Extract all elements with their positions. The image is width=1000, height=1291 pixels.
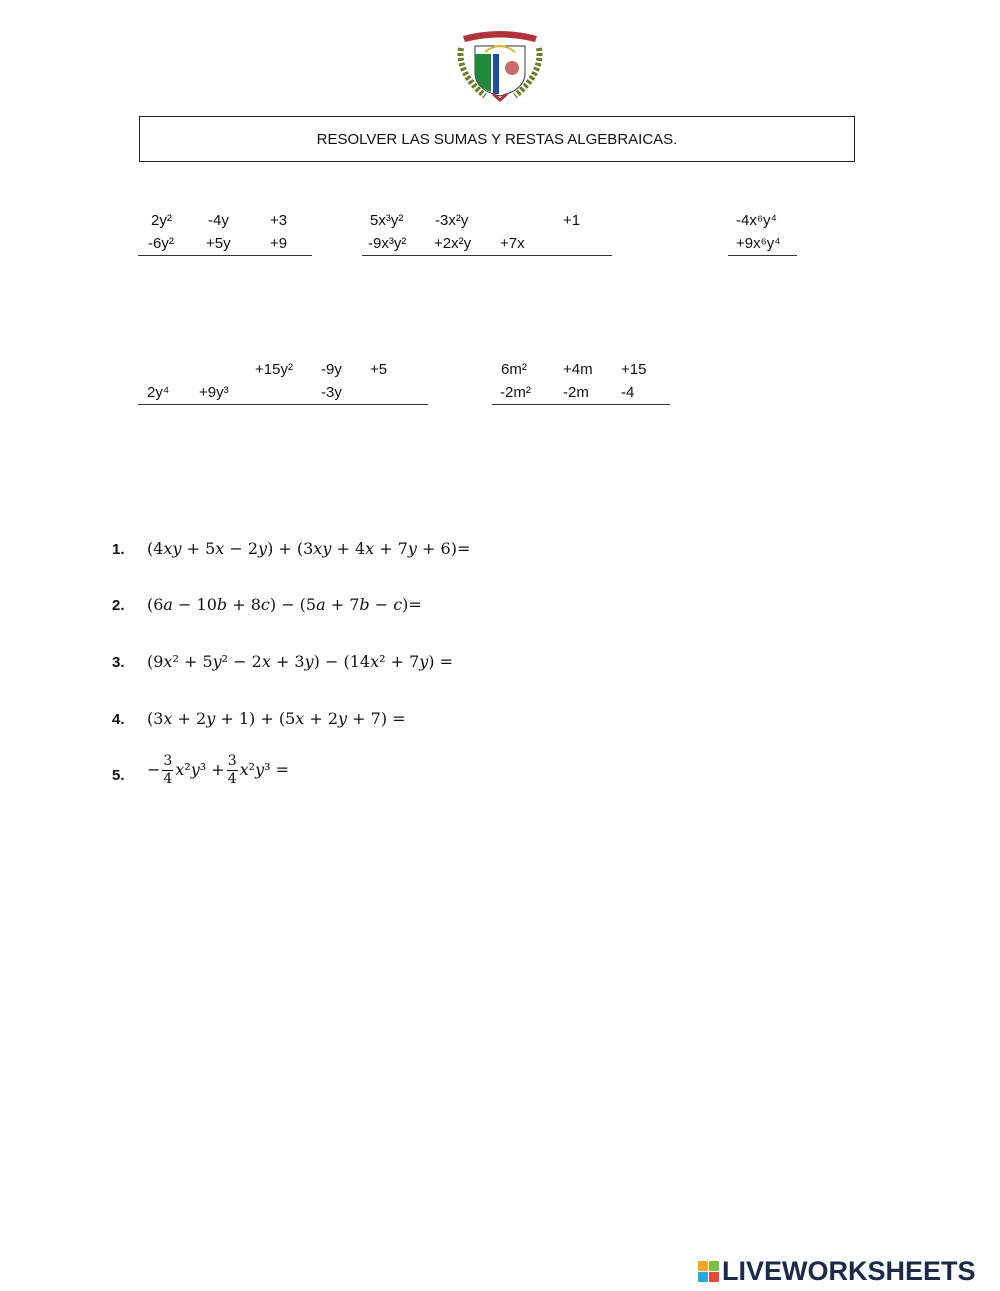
- title-box: [139, 116, 855, 162]
- term: +7x: [500, 235, 525, 252]
- numerator: 3: [227, 753, 237, 769]
- term: -6y²: [148, 235, 174, 252]
- term: 𝑥²𝑦³ =: [239, 760, 290, 779]
- term: 5x³y²: [370, 212, 404, 229]
- exercise-number: 4.: [112, 711, 125, 728]
- term: +1: [563, 212, 581, 229]
- exercise-number: 2.: [112, 597, 125, 614]
- term: +9y³: [199, 384, 229, 401]
- exercise-expression: (9𝑥² + 5𝑦² − 2𝑥 + 3𝑦) − (14𝑥² + 7𝑦) =: [147, 652, 454, 671]
- term: +5y: [206, 235, 231, 252]
- term: -2m²: [500, 384, 531, 401]
- term: +4m: [563, 361, 593, 378]
- term: -2m: [563, 384, 589, 401]
- page-title: RESOLVER LAS SUMAS Y RESTAS ALGEBRAICAS.: [316, 130, 678, 148]
- term: 𝑥²𝑦³ +: [175, 760, 225, 779]
- term: -3x²y: [435, 212, 469, 229]
- school-crest-logo: [455, 28, 545, 102]
- brand-name: LIVEWORKSHEETS: [722, 1256, 976, 1286]
- term: 2y⁴: [147, 384, 170, 401]
- exercise-expression: (6𝑎 − 10𝑏 + 8𝑐) − (5𝑎 + 7𝑏 − 𝑐)=: [147, 595, 422, 614]
- exercise-number: 5.: [112, 767, 125, 784]
- term: 6m²: [501, 361, 527, 378]
- liveworksheets-logo: [698, 1256, 976, 1287]
- denominator: 4: [163, 771, 173, 787]
- term: -9y: [321, 361, 342, 378]
- sum-line: [138, 255, 312, 256]
- exercise-expression: [147, 753, 289, 788]
- term: -4: [621, 384, 635, 401]
- numerator: 3: [163, 753, 173, 769]
- term: +9: [270, 235, 288, 252]
- liveworksheets-icon: [698, 1261, 719, 1282]
- term: +2x²y: [434, 235, 472, 252]
- fraction: [162, 753, 173, 788]
- denominator: 4: [227, 771, 237, 787]
- term: +9x⁶y⁴: [736, 235, 781, 252]
- term: -4x⁶y⁴: [736, 212, 777, 229]
- term: +5: [370, 361, 388, 378]
- term: +15y²: [255, 361, 293, 378]
- term: -9x³y²: [368, 235, 407, 252]
- sum-line: [728, 255, 797, 256]
- sum-line: [138, 404, 428, 405]
- term: +15: [621, 361, 647, 378]
- exercise-number: 3.: [112, 654, 125, 671]
- exercise-number: 1.: [112, 541, 125, 558]
- exercise-expression: (3𝑥 + 2𝑦 + 1) + (5𝑥 + 2𝑦 + 7) =: [147, 709, 406, 728]
- sum-line: [362, 255, 612, 256]
- minus-sign: −: [147, 760, 161, 779]
- term: +3: [270, 212, 288, 229]
- sum-line: [492, 404, 670, 405]
- term: 2y²: [151, 212, 172, 229]
- exercise-expression: (4𝑥𝑦 + 5𝑥 − 2𝑦) + (3𝑥𝑦 + 4𝑥 + 7𝑦 + 6)=: [147, 539, 471, 558]
- fraction: [227, 753, 238, 788]
- term: -4y: [208, 212, 229, 229]
- term: -3y: [321, 384, 342, 401]
